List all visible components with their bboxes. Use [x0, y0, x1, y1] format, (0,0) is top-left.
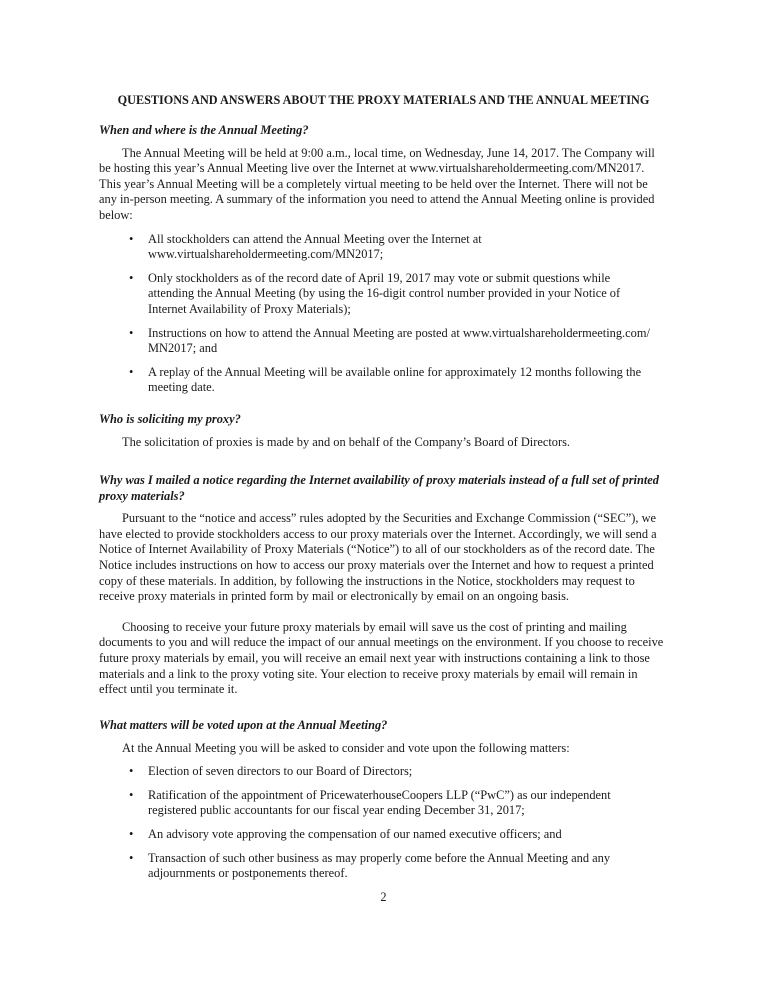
- list-item: • Election of seven directors to our Board of Directors;: [129, 764, 413, 779]
- question-heading: Who is soliciting my proxy?: [99, 412, 241, 426]
- list-item: • An advisory vote approving the compensation of our named executive officers; and: [129, 826, 562, 841]
- list-item: • Ratification of the appointment of PricewaterhouseCoopers LLP (“PwC”) as our independent registered public accountants for our fiscal year ending December 31, 2017;: [129, 787, 611, 818]
- bullet-list: [99, 232, 668, 396]
- paragraph: Pursuant to the “notice and access” rules adopted by the Securities and Exchange Commission (“SEC”), we have elected to provide stockholders access to our proxy materials over the Internet. Accordingly, we will send a Notice of Internet Availability of Proxy Materials (“Notice”) to all of our stockholders as of the record date. The Notice includes instructions on how to access our proxy materials over the Internet and how to request a printed copy of these materials. In addition, by following the instructions in the Notice, stockholders may request to receive proxy materials in printed form by mail or electronically by email on an ongoing basis.: [99, 511, 657, 604]
- page-number: 2: [380, 890, 387, 904]
- section-who-soliciting: [99, 412, 668, 450]
- section-matters-voted: [99, 718, 668, 882]
- page-title: QUESTIONS AND ANSWERS ABOUT THE PROXY MATERIALS AND THE ANNUAL MEETING: [117, 93, 650, 107]
- question-heading: What matters will be voted upon at the Annual Meeting?: [99, 718, 388, 732]
- section-when-where: [99, 123, 668, 396]
- section-why-notice: [99, 473, 668, 698]
- bullet-icon: •: [129, 787, 134, 802]
- list-item: • Instructions on how to attend the Annual Meeting are posted at www.virtualshareholdermeeting.com/ MN2017; and: [129, 325, 650, 356]
- list-item: • Only stockholders as of the record date of April 19, 2017 may vote or submit questions while attending the Annual Meeting (by using the 16-digit control number provided in your Notice of Internet Availability of Proxy Materials);: [129, 270, 621, 316]
- bullet-icon: •: [129, 231, 134, 246]
- question-heading: When and where is the Annual Meeting?: [99, 123, 309, 137]
- bullet-icon: •: [129, 325, 134, 340]
- bullet-icon: •: [129, 826, 134, 841]
- paragraph: Choosing to receive your future proxy materials by email will save us the cost of printing and mailing documents to you and will reduce the impact of our annual meetings on the environment. If you choose to receive future proxy materials by email, you will receive an email next year with instructions containing a link to those materials and a link to the proxy voting site. Your election to receive proxy materials by email will remain in effect until you terminate it.: [99, 619, 664, 697]
- list-item: • Transaction of such other business as may properly come before the Annual Meeting and any adjournments or postponements thereof.: [129, 850, 611, 881]
- bullet-icon: •: [129, 364, 134, 379]
- bullet-icon: •: [129, 850, 134, 865]
- bullet-icon: •: [129, 270, 134, 285]
- list-item: • All stockholders can attend the Annual Meeting over the Internet at www.virtualshareholdermeeting.com/MN2017;: [129, 231, 482, 262]
- paragraph: The Annual Meeting will be held at 9:00 a.m., local time, on Wednesday, June 14, 2017. The Company will be hosting this year’s Annual Meeting live over the Internet at www.virtualshareholdermeeting.com/MN2017. This year’s Annual Meeting will be a completely virtual meeting to be held over the Internet. There will not be any in-person meeting. A summary of the information you need to attend the Annual Meeting online is provided below:: [99, 145, 655, 222]
- question-heading: Why was I mailed a notice regarding the Internet availability of proxy materials instead of a full set of printed proxy materials?: [99, 473, 659, 503]
- paragraph: The solicitation of proxies is made by and on behalf of the Company’s Board of Directors.: [122, 434, 571, 449]
- bullet-icon: •: [129, 764, 134, 779]
- paragraph: At the Annual Meeting you will be asked to consider and vote upon the following matters:: [122, 740, 570, 755]
- bullet-list: [99, 764, 668, 882]
- list-item: • A replay of the Annual Meeting will be available online for approximately 12 months following the meeting date.: [129, 364, 642, 395]
